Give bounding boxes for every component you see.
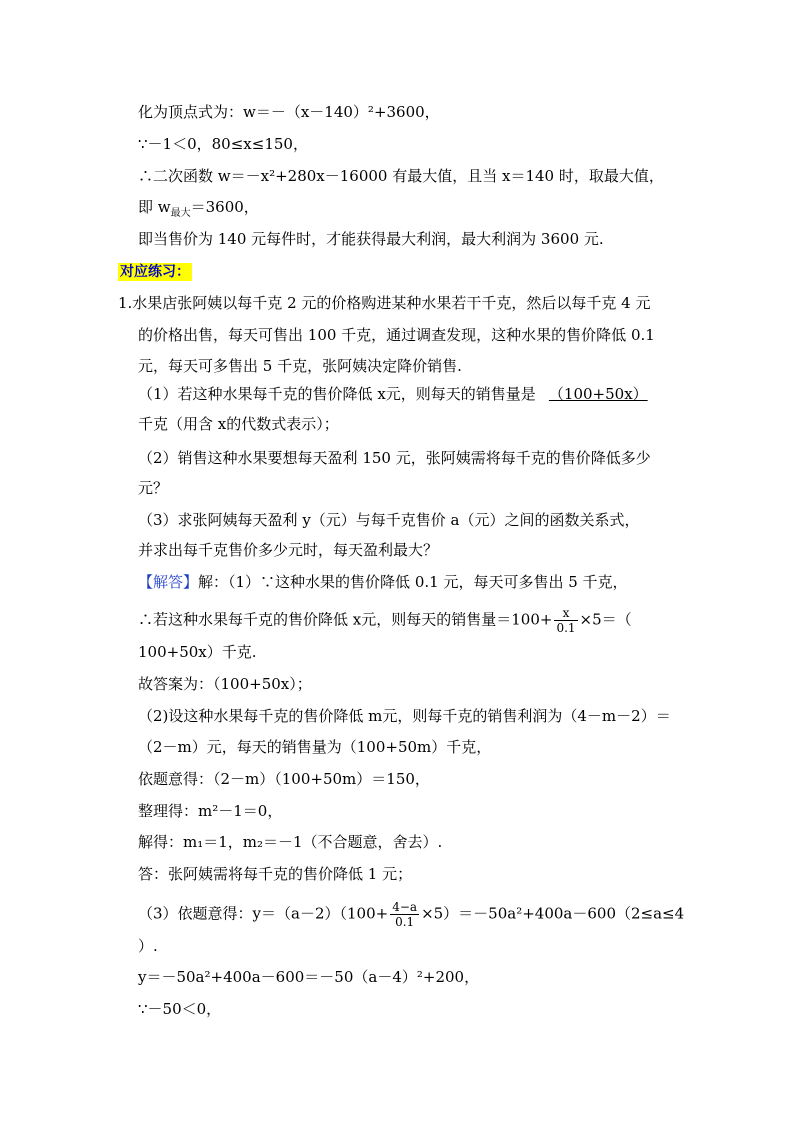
answer-line-9: 解得：m₁＝1，m₂＝－1（不合题意，舍去）. xyxy=(138,833,443,851)
fraction-numerator: x xyxy=(554,606,577,621)
question-line-2: 的价格出售，每天可售出 100 千克，通过调查发现，这种水果的售价降低 0.1 xyxy=(138,326,655,344)
answer-line-3: 100+50x）千克. xyxy=(138,643,257,661)
practice-heading xyxy=(118,261,192,282)
part1-question xyxy=(138,384,661,404)
answer-line-1 xyxy=(138,572,628,592)
part1-answer: （100+50x） xyxy=(548,385,648,403)
solution-conclusion-line: 即当售价为 140 元每件时，才能获得最大利润，最大利润为 3600 元. xyxy=(138,230,604,248)
fraction-denominator: 0.1 xyxy=(556,621,576,635)
question-line-3: 元，每天可多售出 5 千克，张阿姨决定降价销售. xyxy=(138,357,462,375)
answer-2-prefix: ∴若这种水果每千克的售价降低 x元，则每天的销售量＝100+ xyxy=(138,610,553,629)
fraction-4-minus-a-over-0.1 xyxy=(390,900,419,929)
answer-line-14: ∵－50＜0， xyxy=(138,1000,222,1018)
answer-line-6: （2－m）元，每天的销售量为（100+50m）千克， xyxy=(138,738,492,756)
part2-question-cont: 元？ xyxy=(138,479,169,497)
solution-max-line: ∴二次函数 w＝－x²+280x－16000 有最大值，且当 x＝140 时，取最大值， xyxy=(138,167,664,185)
max-value-prefix: 即 w xyxy=(138,198,171,216)
answer-11-suffix: ×5）＝－50a²+400a－600（2≤a≤4 xyxy=(421,904,685,923)
answer-2-suffix: ×5＝（ xyxy=(579,610,632,629)
max-subscript: 最大 xyxy=(170,208,191,219)
answer-line-2 xyxy=(138,606,632,635)
fraction-denominator-2: 0.1 xyxy=(395,915,415,929)
part1-question-cont: 千克（用含 x的代数式表示）； xyxy=(138,415,339,433)
solution-condition-line: ∵－1＜0，80≤x≤150， xyxy=(138,135,308,153)
answer-line-8: 整理得：m²－1＝0， xyxy=(138,802,283,820)
answer-text: 解：（1）∵这种水果的售价降低 0.1 元，每天可多售出 5 千克， xyxy=(198,573,628,591)
answer-11-prefix: （3）依题意得：y＝（a－2）（100+ xyxy=(138,904,389,923)
question-line-1: 1.水果店张阿姨以每千克 2 元的价格购进某种水果若干千克，然后以每千克 4 元 xyxy=(118,294,651,312)
answer-line-5: （2)设这种水果每千克的售价降低 m元，则每千克的销售利润为（4－m－2）＝ xyxy=(138,707,671,725)
part3-question: （3）求张阿姨每天盈利 y（元）与每千克售价 a（元）之间的函数关系式， xyxy=(138,511,640,529)
part1-text: （1）若这种水果每千克的售价降低 x元，则每天的销售量是 xyxy=(138,385,536,403)
answer-line-12: ）. xyxy=(138,937,158,955)
answer-line-10: 答：张阿姨需将每千克的售价降低 1 元； xyxy=(138,865,413,883)
part3-question-cont: 并求出每千克售价多少元时，每天盈利最大？ xyxy=(138,541,439,559)
answer-line-7: 依题意得：（2－m）（100+50m）＝150， xyxy=(138,770,430,788)
answer-line-11 xyxy=(138,900,684,929)
solution-vertex-form-line: 化为顶点式为：w＝－（x－140）²+3600， xyxy=(138,103,440,121)
answer-tag: 【解答】 xyxy=(138,573,199,591)
answer-line-4: 故答案为：（100+50x）； xyxy=(138,675,312,693)
part2-question: （2）销售这种水果要想每天盈利 150 元，张阿姨需将每千克的售价降低多少 xyxy=(138,449,651,467)
solution-max-value-line xyxy=(138,197,259,224)
fraction-x-over-0.1 xyxy=(554,606,577,635)
answer-line-13: y＝－50a²+400a－600＝－50（a－4）²+200， xyxy=(138,968,480,986)
fraction-numerator-2: 4−a xyxy=(392,900,418,914)
practice-tag: 对应练习： xyxy=(120,264,190,280)
max-value-suffix: ＝3600， xyxy=(190,198,259,216)
